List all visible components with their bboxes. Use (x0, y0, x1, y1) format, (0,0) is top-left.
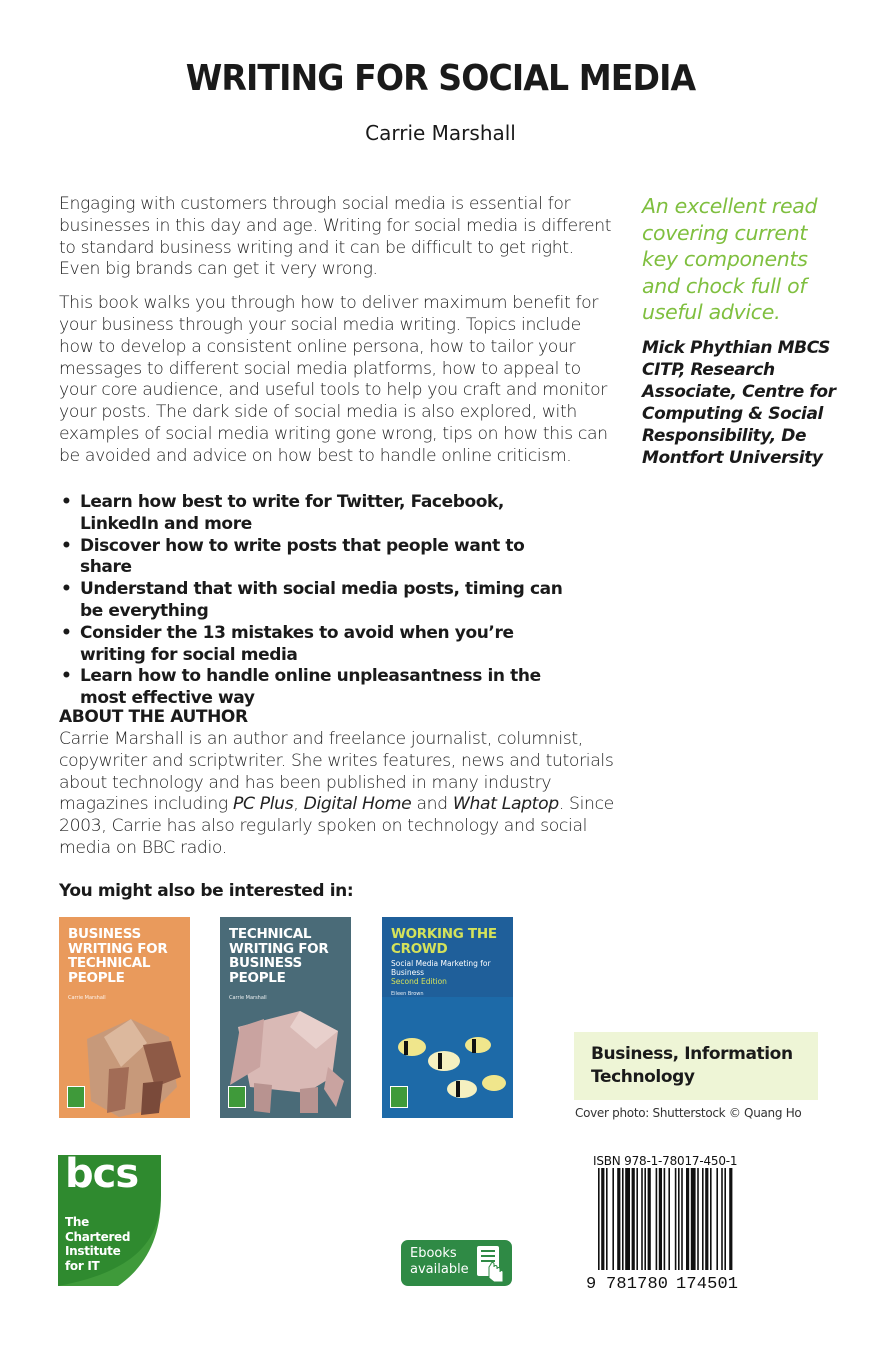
barcode-bar (664, 1168, 666, 1270)
barcode-bar (648, 1168, 651, 1270)
ebook-device-icon (473, 1245, 507, 1283)
bcs-tagline-line: The (65, 1215, 89, 1229)
related-book-cover[interactable] (382, 917, 513, 1118)
ebooks-available-badge (401, 1240, 512, 1286)
category-text: Business, Information Technology (591, 1044, 793, 1087)
feature-bullets (59, 492, 579, 710)
about-separator: and (411, 794, 453, 815)
barcode-bar (612, 1168, 614, 1270)
barcode-bar (625, 1168, 630, 1270)
magazine-title: PC Plus (232, 794, 294, 815)
barcode-digit-lead: 9 (586, 1275, 597, 1292)
book-author: Carrie Marshall (365, 121, 516, 145)
barcode-bar (636, 1168, 638, 1270)
barcode-bar (668, 1168, 670, 1270)
barcode-bar (686, 1168, 689, 1270)
barcode-bar (675, 1168, 677, 1270)
about-separator: , (293, 794, 304, 815)
barcode-bar (598, 1168, 600, 1270)
isbn-label: ISBN 978-1-78017-450-1 (593, 1154, 738, 1168)
barcode-bar (721, 1168, 723, 1270)
bcs-logo (58, 1155, 161, 1286)
barcode-bar (678, 1168, 680, 1270)
testimonial-attribution: Mick Phythian MBCS CITP, Research Associate, Centre for Computing & Social Responsibility, De Montfort University (642, 338, 836, 468)
magazine-title: What Laptop (452, 794, 559, 815)
bullet-item: • Understand that with social media posts, timing can be everything (59, 579, 579, 623)
about-text (59, 729, 619, 860)
barcode-bar (710, 1168, 712, 1270)
ebooks-label-line: available (410, 1262, 469, 1277)
barcode-bar (724, 1168, 726, 1270)
related-book-author: Carrie Marshall (229, 995, 267, 1001)
bcs-mini-logo (67, 1086, 85, 1108)
barcode-bar (644, 1168, 646, 1270)
barcode-bar (641, 1168, 643, 1270)
testimonial-quote: An excellent read covering current key components and chock full of useful advice. (642, 194, 818, 324)
ebooks-label (410, 1246, 469, 1278)
barcode-bar (691, 1168, 696, 1270)
related-book-title: WORKING THE CROWD (391, 926, 497, 957)
bcs-tagline-line: Chartered (65, 1229, 131, 1244)
barcode-bar (716, 1168, 718, 1270)
related-book-author: Carrie Marshall (68, 995, 106, 1001)
bcs-tagline-line: for IT (65, 1258, 100, 1273)
bcs-tagline (65, 1215, 130, 1273)
barcode-bar (622, 1168, 624, 1270)
barcode-digits-right: 174501 (676, 1275, 738, 1292)
related-book-subtitle: Social Media Marketing for Business (391, 959, 491, 977)
barcode-bar (729, 1168, 732, 1270)
description-paragraph-2: This book walks you through how to deliver maximum benefit for your business through your social media writing. Topics include how to develop a consistent online persona, how to tailor your messages to different social media platforms, how to appeal to your core audience, and useful tools to help you craft and monitor your posts. The dark side of social media is also explored, with examples of social media writing gone wrong, tips on how this can be avoided and advice on how best to handle online criticism. (59, 293, 608, 466)
barcode-bars (598, 1168, 732, 1270)
related-book-title: BUSINESS WRITING FOR TECHNICAL PEOPLE (68, 926, 168, 986)
cover-photo-credit: Cover photo: Shutterstock © Quang Ho (575, 1106, 802, 1120)
magazine-title: Digital Home (303, 794, 412, 815)
also-interested-heading: You might also be interested in: (59, 881, 354, 901)
description-paragraph-1: Engaging with customers through social media is essential for businesses in this day and age. Writing for social media is different to standard business writing and it can be difficult to get right. Even big brands can get it very wrong. (59, 194, 612, 280)
barcode-bar (697, 1168, 699, 1270)
book-title: WRITING FOR SOCIAL MEDIA (185, 58, 696, 99)
description (59, 194, 619, 468)
bullet-item: • Consider the 13 mistakes to avoid when you’re writing for social media (59, 623, 579, 667)
barcode-bar (601, 1168, 604, 1270)
ebooks-label-line: Ebooks (410, 1246, 457, 1261)
barcode-bar (632, 1168, 635, 1270)
barcode-bar (705, 1168, 708, 1270)
about-text-part: Carrie Marshall is an author and freelance journalist, columnist, copywriter and scriptwriter. She writes features, news and tutorials about technology and has been published in many industry magazines including (59, 729, 614, 815)
related-book-title: TECHNICAL WRITING FOR BUSINESS PEOPLE (229, 926, 329, 986)
barcode-bar (702, 1168, 704, 1270)
bcs-mini-logo (228, 1086, 246, 1108)
related-book-cover[interactable] (220, 917, 351, 1118)
bullet-item: • Discover how to write posts that people want to share (59, 536, 579, 580)
bcs-tagline-line: Institute (65, 1244, 121, 1258)
barcode-bar (681, 1168, 683, 1270)
barcode-bar (659, 1168, 662, 1270)
about-heading: ABOUT THE AUTHOR (59, 707, 248, 727)
related-book-cover[interactable] (59, 917, 190, 1118)
barcode-bar (617, 1168, 620, 1270)
barcode-bar (656, 1168, 658, 1270)
barcode-bar (606, 1168, 608, 1270)
about-text-part: . Since 2003, Carrie has also regularly spoken on technology and social media on BBC radio. (59, 794, 614, 858)
barcode (584, 1168, 750, 1292)
bcs-logo-text: bcs (65, 1155, 139, 1197)
related-book-author: Eileen Brown (391, 991, 424, 997)
bcs-mini-logo (390, 1086, 408, 1108)
related-book-edition: Second Edition (391, 977, 447, 986)
bullet-item: • Learn how to handle online unpleasantness in the most effective way (59, 666, 579, 710)
bullet-item: • Learn how best to write for Twitter, Facebook, LinkedIn and more (59, 492, 579, 536)
barcode-digits-left: 781780 (606, 1275, 668, 1292)
